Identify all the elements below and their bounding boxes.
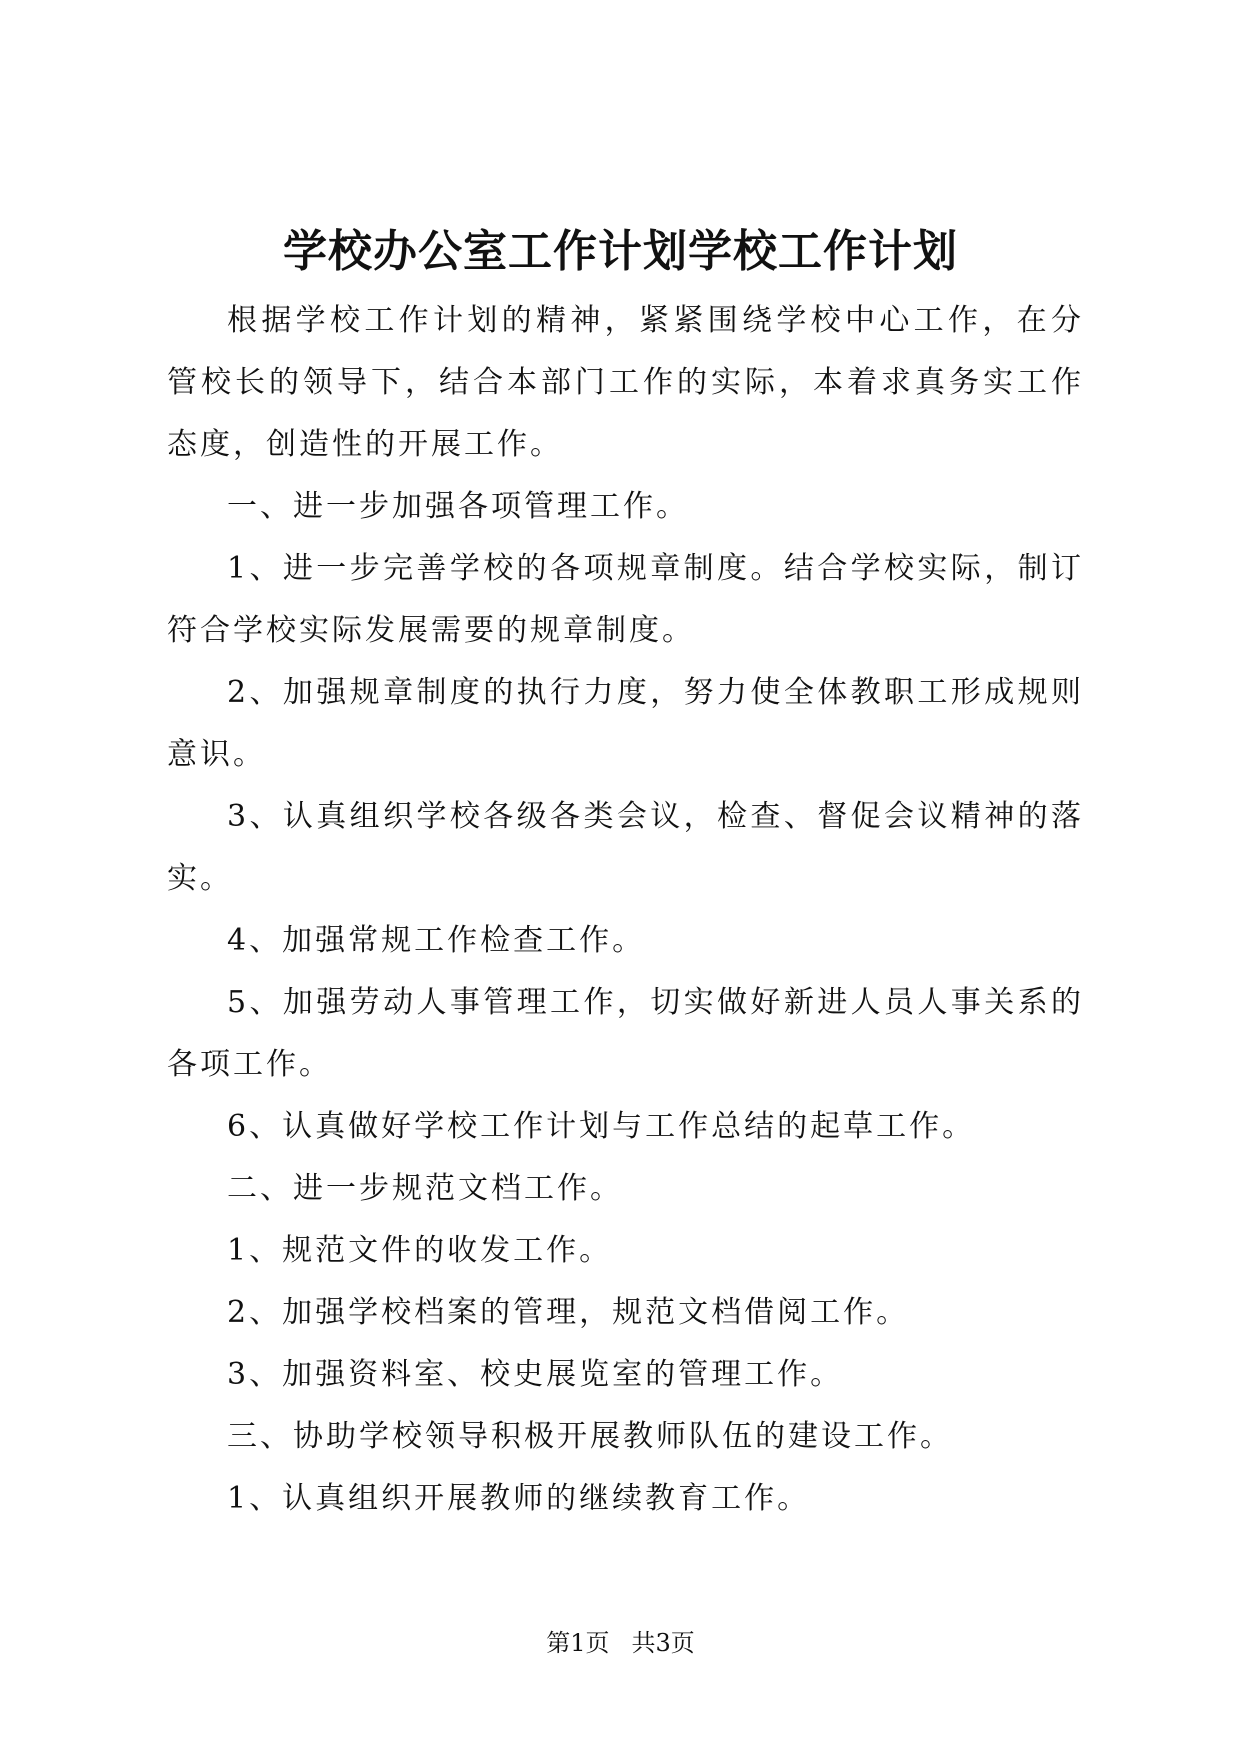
list-item: 5、加强劳动人事管理工作，切实做好新进人员人事关系的各项工作。 [167, 985, 1084, 1082]
section-heading-3: 三、协助学校领导积极开展教师队伍的建设工作。 [227, 1419, 953, 1454]
paragraph-intro: 根据学校工作计划的精神，紧紧围绕学校中心工作，在分管校长的领导下，结合本部门工作的实际，本着求真务实工作态度，创造性的开展工作。 [167, 303, 1084, 462]
list-item: 6、认真做好学校工作计划与工作总结的起草工作。 [227, 1109, 976, 1144]
page-number: 第1页 [546, 1629, 610, 1657]
document-body [167, 290, 1084, 1530]
page-footer [0, 1628, 1241, 1658]
list-item: 1、进一步完善学校的各项规章制度。结合学校实际，制订符合学校实际发展需要的规章制度。 [167, 551, 1084, 648]
list-item: 4、加强常规工作检查工作。 [227, 923, 646, 958]
list-item: 3、加强资料室、校史展览室的管理工作。 [227, 1357, 844, 1392]
list-item: 3、认真组织学校各级各类会议，检查、督促会议精神的落实。 [167, 799, 1084, 896]
list-item: 1、认真组织开展教师的继续教育工作。 [227, 1481, 811, 1516]
page-total: 共3页 [631, 1629, 695, 1657]
section-heading-1: 一、进一步加强各项管理工作。 [227, 489, 689, 524]
section-heading-2: 二、进一步规范文档工作。 [227, 1171, 623, 1206]
list-item: 2、加强学校档案的管理，规范文档借阅工作。 [227, 1295, 910, 1330]
list-item: 2、加强规章制度的执行力度，努力使全体教职工形成规则意识。 [167, 675, 1084, 772]
document-title: 学校办公室工作计划学校工作计划 [283, 226, 958, 277]
list-item: 1、规范文件的收发工作。 [227, 1233, 613, 1268]
